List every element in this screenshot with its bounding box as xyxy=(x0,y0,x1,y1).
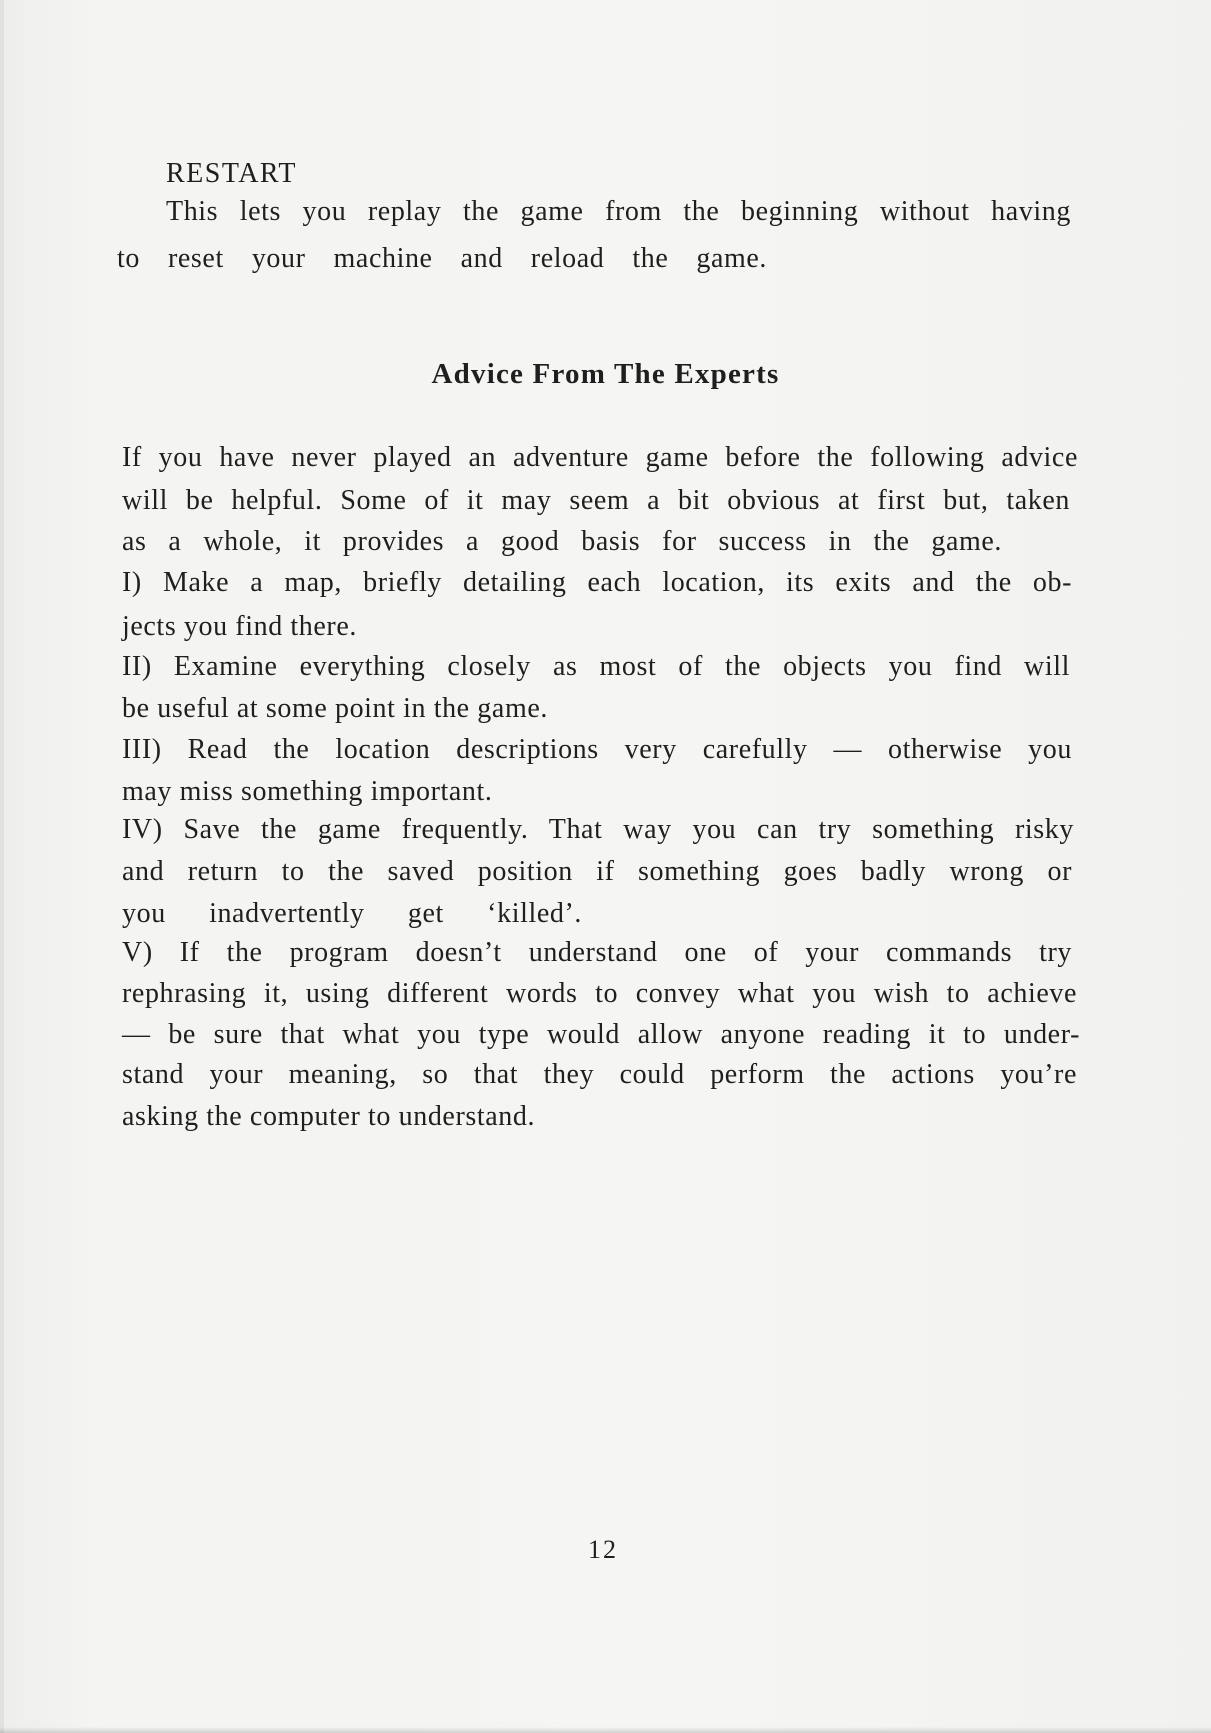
advice-item-1-line-2: jects you find there. xyxy=(122,611,357,642)
page-number: 12 xyxy=(588,1535,618,1564)
advice-line-3: as a whole, it provides a good basis for success in the game. xyxy=(122,526,1002,557)
advice-item-5-line-1: V) If the program doesn’t understand one of your commands try xyxy=(122,937,1072,968)
advice-item-3-line-1: III) Read the location descriptions very carefully — otherwise you xyxy=(122,734,1072,765)
advice-item-4-line-2: and return to the saved position if something goes badly wrong or xyxy=(122,856,1072,887)
advice-item-2-line-1: II) Examine everything closely as most of the objects you find will xyxy=(122,651,1070,682)
advice-heading: Advice From The Experts xyxy=(431,358,780,390)
advice-line-1: If you have never played an adventure game before the following advice xyxy=(122,442,1078,473)
advice-line-2: will be helpful. Some of it may seem a bit obvious at first but, taken xyxy=(122,485,1070,516)
advice-item-5-line-2: rephrasing it, using different words to convey what you wish to achieve xyxy=(122,978,1077,1009)
page-left-edge xyxy=(0,0,4,1733)
advice-item-1-line-1: I) Make a map, briefly detailing each location, its exits and the ob- xyxy=(122,567,1072,598)
restart-description-line-2: to reset your machine and reload the game. xyxy=(117,243,767,274)
restart-description-line-1: This lets you replay the game from the beginning without having xyxy=(166,196,1071,227)
advice-item-4-line-1: IV) Save the game frequently. That way you can try something risky xyxy=(122,814,1074,845)
advice-item-5-line-5: asking the computer to understand. xyxy=(122,1101,536,1132)
restart-section-title: RESTART xyxy=(166,158,298,189)
page-bottom-edge xyxy=(0,1727,1211,1733)
advice-item-3-line-2: may miss something important. xyxy=(122,776,493,807)
advice-item-2-line-2: be useful at some point in the game. xyxy=(122,693,548,724)
advice-item-4-line-3: you inadvertently get ‘killed’. xyxy=(122,898,582,929)
advice-item-5-line-4: stand your meaning, so that they could perform the actions you’re xyxy=(122,1059,1077,1090)
advice-item-5-line-3: — be sure that what you type would allow anyone reading it to under- xyxy=(122,1019,1080,1050)
